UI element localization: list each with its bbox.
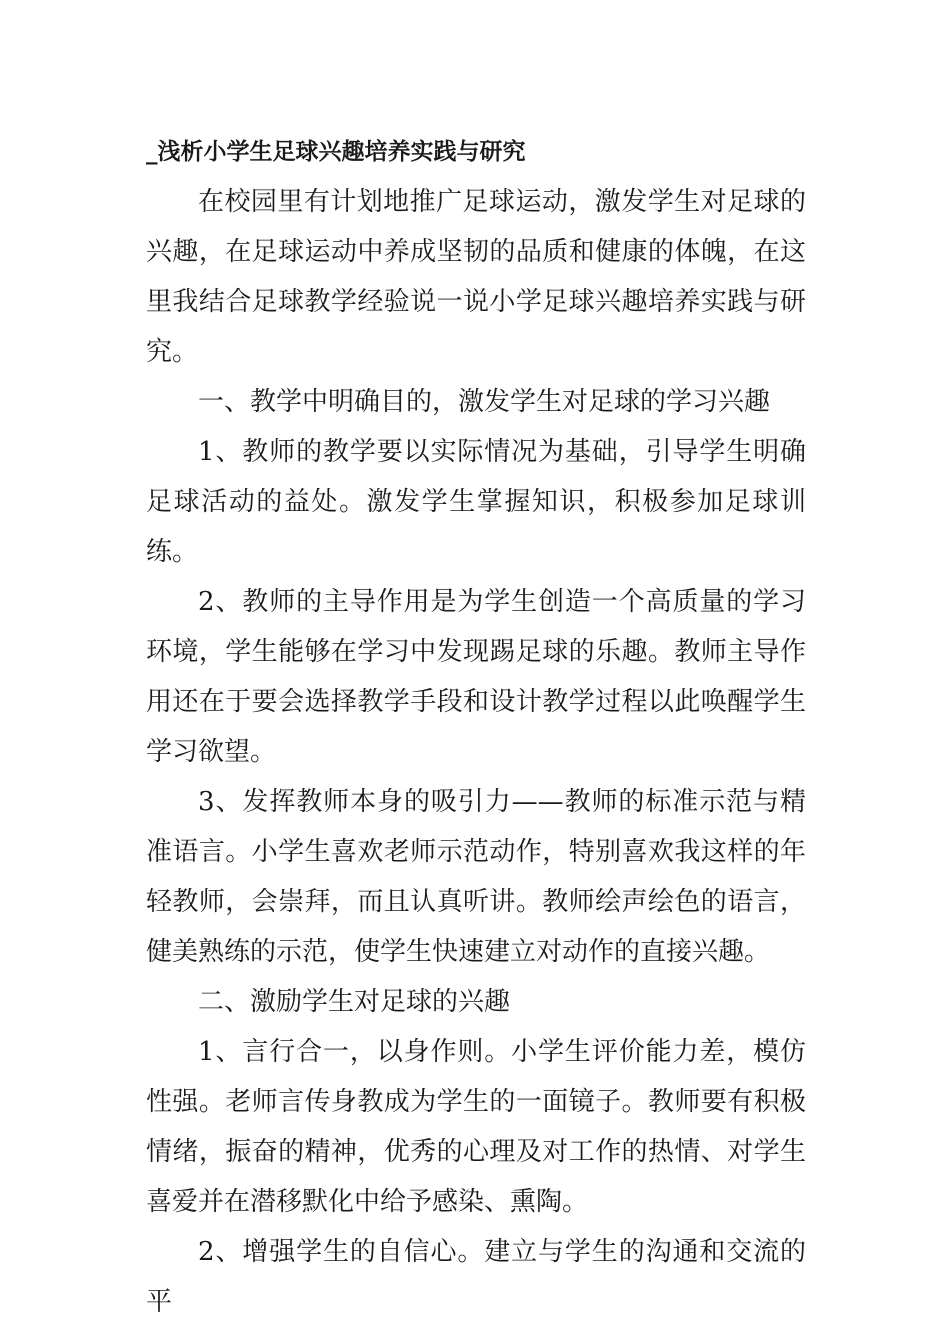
document-title: _浅析小学生足球兴趣培养实践与研究	[146, 139, 526, 165]
section-heading-1: 一、教学中明确目的，激发学生对足球的学习兴趣	[198, 387, 771, 417]
paragraph-1-3: 3、发挥教师本身的吸引力——教师的标准示范与精准语言。小学生喜欢老师示范动作，特别喜欢我这样的年轻教师，会崇拜，而且认真听讲。教师绘声绘色的语言，健美熟练的示范，使学生快速建立对动作的直接兴趣。	[146, 787, 806, 967]
paragraph-2-1: 1、言行合一，以身作则。小学生评价能力差，模仿性强。老师言传身教成为学生的一面镜子。教师要有积极情绪，振奋的精神，优秀的心理及对工作的热情、对学生喜爱并在潜移默化中给予感染、熏陶。	[146, 1037, 806, 1217]
section-heading-2: 二、激励学生对足球的兴趣	[198, 987, 511, 1017]
document-body	[146, 177, 806, 1327]
paragraph-2-2: 2、增强学生的自信心。建立与学生的沟通和交流的平	[146, 1237, 806, 1317]
paragraph-1-1: 1、教师的教学要以实际情况为基础，引导学生明确足球活动的益处。激发学生掌握知识，积极参加足球训练。	[146, 437, 806, 567]
paragraph-1-2: 2、教师的主导作用是为学生创造一个高质量的学习环境，学生能够在学习中发现踢足球的乐趣。教师主导作用还在于要会选择教学手段和设计教学过程以此唤醒学生学习欲望。	[146, 587, 806, 767]
paragraph-intro: 在校园里有计划地推广足球运动，激发学生对足球的兴趣，在足球运动中养成坚韧的品质和健康的体魄，在这里我结合足球教学经验说一说小学足球兴趣培养实践与研究。	[146, 187, 806, 367]
